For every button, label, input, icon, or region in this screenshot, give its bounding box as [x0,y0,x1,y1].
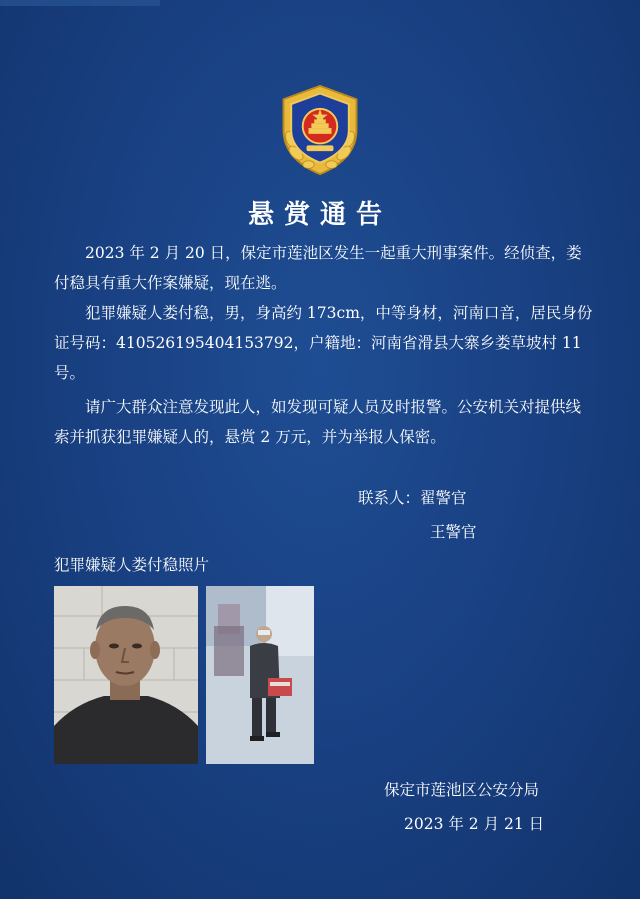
suspect-portrait-photo [54,586,198,764]
notice-paragraph-reward: 请广大群众注意发现此人，如发现可疑人员及时报警。公安机关对提供线索并抓获犯罪嫌疑人的，悬赏 2 万元，并为举报人保密。 [54,398,582,446]
issuer-name: 保定市莲池区公安分局 [384,781,540,799]
contact-line-1: 联系人：翟警官 [358,489,467,507]
contact-line-2: 王警官 [430,523,477,541]
top-status-strip [0,0,160,6]
police-emblem-icon [272,82,368,178]
issue-date: 2023 年 2 月 21 日 [404,815,545,833]
photos-label: 犯罪嫌疑人娄付稳照片 [54,556,210,574]
page-title: 悬赏通告 [247,200,392,230]
suspect-surveillance-photo [206,586,314,764]
notice-paragraph-incident: 2023 年 2 月 20 日，保定市莲池区发生一起重大刑事案件。经侦查，娄付稳具有重大作案嫌疑，现在逃。 [54,244,582,292]
notice-paragraph-suspect: 犯罪嫌疑人娄付稳，男，身高约 173cm，中等身材，河南口音，居民身份证号码：410526195404153792，户籍地：河南省滑县大寨乡娄草坡村 11 号。 [54,304,593,382]
